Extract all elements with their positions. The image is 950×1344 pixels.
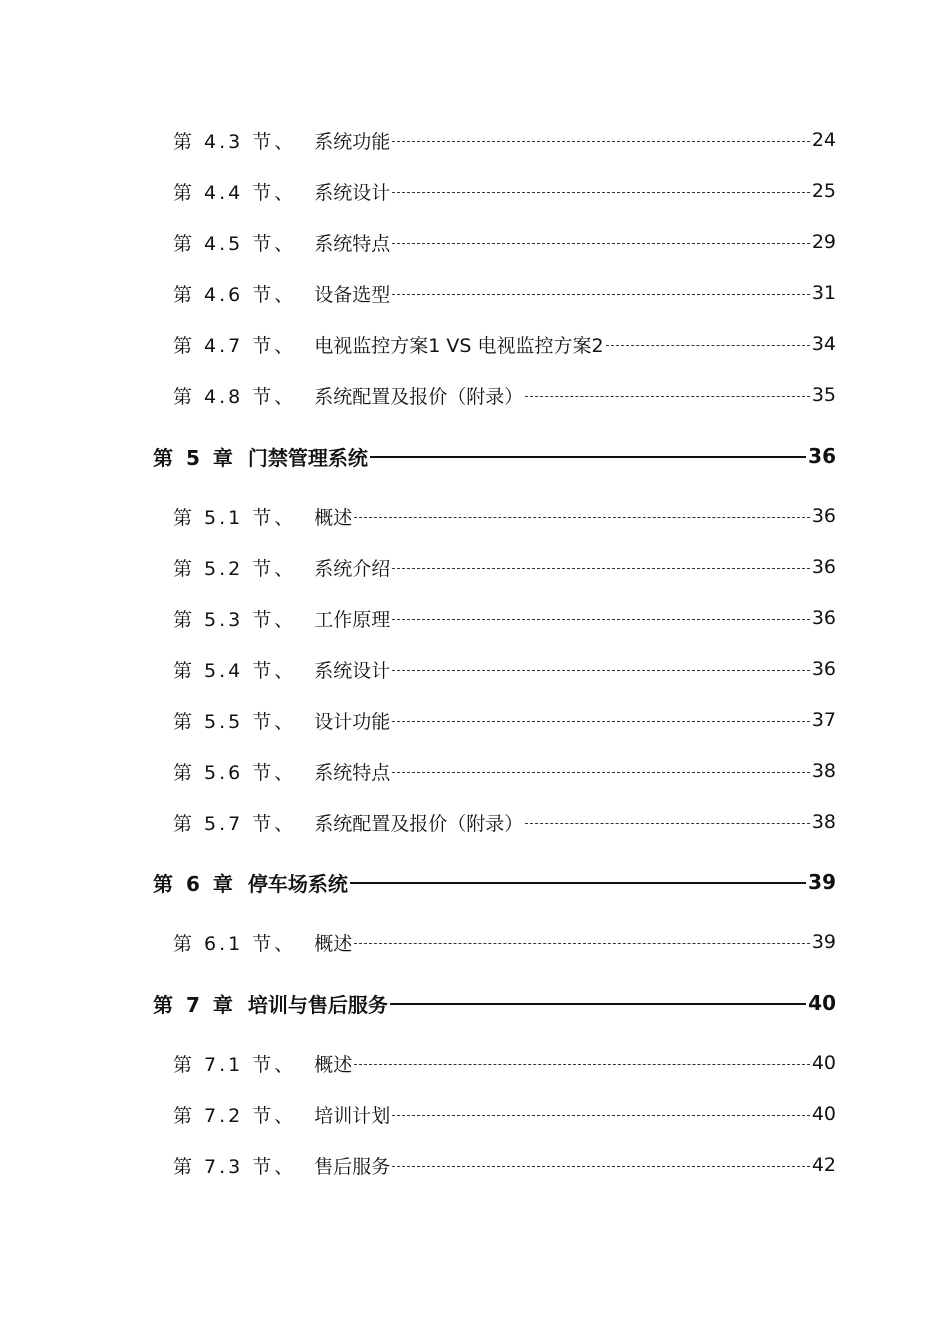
toc-section-number: 第 5.3 节、 xyxy=(173,608,297,631)
toc-dot-leader xyxy=(392,670,810,671)
toc-page-number: 40 xyxy=(808,991,836,1015)
toc-section-number: 第 7.3 节、 xyxy=(173,1155,297,1178)
toc-page-number: 35 xyxy=(811,384,836,406)
toc-entry-6-1[interactable] xyxy=(173,925,836,959)
toc-entry-4-6[interactable] xyxy=(173,276,836,310)
toc-dot-leader xyxy=(525,396,810,397)
toc-entry-7-3[interactable] xyxy=(173,1148,836,1182)
toc-page-number: 25 xyxy=(811,180,836,202)
toc-section-title: 设计功能 xyxy=(314,710,391,733)
toc-chapter-7[interactable] xyxy=(153,986,836,1020)
toc-section-title: 概述 xyxy=(314,1053,353,1076)
toc-dot-leader xyxy=(392,1166,810,1167)
toc-dot-leader xyxy=(392,243,810,244)
toc-page-number: 42 xyxy=(811,1154,836,1176)
toc-section-number: 第 4.8 节、 xyxy=(173,385,297,408)
toc-entry-5-4[interactable] xyxy=(173,652,836,686)
toc-dot-leader xyxy=(392,772,810,773)
toc-section-title: 电视监控方案1 VS 电视监控方案2 xyxy=(314,334,604,357)
toc-page-number: 24 xyxy=(811,129,836,151)
toc-dot-leader xyxy=(354,517,810,518)
toc-page-number: 29 xyxy=(811,231,836,253)
toc-section-title: 系统配置及报价（附录） xyxy=(314,385,524,408)
toc-chapter-number: 第 7 章 xyxy=(153,992,236,1017)
toc-dot-leader xyxy=(392,568,810,569)
toc-dot-leader xyxy=(354,943,810,944)
toc-section-title: 系统功能 xyxy=(314,130,391,153)
toc-section-number: 第 5.5 节、 xyxy=(173,710,297,733)
toc-page-number: 36 xyxy=(811,556,836,578)
toc-section-number: 第 5.4 节、 xyxy=(173,659,297,682)
toc-chapter-title: 停车场系统 xyxy=(247,871,348,896)
toc-dot-leader xyxy=(392,141,810,142)
toc-dot-leader xyxy=(392,1115,810,1116)
toc-section-number: 第 5.1 节、 xyxy=(173,506,297,529)
toc-section-number: 第 7.1 节、 xyxy=(173,1053,297,1076)
toc-section-number: 第 5.7 节、 xyxy=(173,812,297,835)
toc-entry-4-3[interactable] xyxy=(173,123,836,157)
toc-entry-5-7[interactable] xyxy=(173,805,836,839)
toc-entry-4-5[interactable] xyxy=(173,225,836,259)
toc-leader-line xyxy=(370,456,806,458)
toc-page-number: 39 xyxy=(811,931,836,953)
toc-dot-leader xyxy=(354,1064,810,1065)
toc-section-title: 系统介绍 xyxy=(314,557,391,580)
toc-leader-line xyxy=(350,882,806,884)
toc-section-number: 第 4.7 节、 xyxy=(173,334,297,357)
toc-dot-leader xyxy=(392,619,810,620)
toc-page-number: 36 xyxy=(811,607,836,629)
toc-section-title: 系统特点 xyxy=(314,761,391,784)
toc-section-number: 第 6.1 节、 xyxy=(173,932,297,955)
toc-entry-7-2[interactable] xyxy=(173,1097,836,1131)
toc-section-number: 第 4.3 节、 xyxy=(173,130,297,153)
toc-page-number: 31 xyxy=(811,282,836,304)
toc-page-number: 37 xyxy=(811,709,836,731)
toc-chapter-title: 门禁管理系统 xyxy=(247,445,368,470)
toc-section-number: 第 7.2 节、 xyxy=(173,1104,297,1127)
toc-page-number: 38 xyxy=(811,760,836,782)
toc-dot-leader xyxy=(392,294,810,295)
toc-leader-line xyxy=(390,1003,806,1005)
toc-section-number: 第 4.5 节、 xyxy=(173,232,297,255)
toc-section-number: 第 4.6 节、 xyxy=(173,283,297,306)
toc-page-number: 38 xyxy=(811,811,836,833)
toc-section-title: 设备选型 xyxy=(314,283,391,306)
toc-page-number: 36 xyxy=(808,444,836,468)
toc-dot-leader xyxy=(606,345,810,346)
toc-page-number: 40 xyxy=(811,1052,836,1074)
toc-chapter-number: 第 6 章 xyxy=(153,871,236,896)
toc-page-number: 34 xyxy=(811,333,836,355)
toc-dot-leader xyxy=(392,721,810,722)
toc-entry-4-7[interactable] xyxy=(173,327,836,361)
toc-section-title: 培训计划 xyxy=(314,1104,391,1127)
toc-entry-5-6[interactable] xyxy=(173,754,836,788)
toc-page-number: 36 xyxy=(811,658,836,680)
toc-page-number: 36 xyxy=(811,505,836,527)
toc-entry-5-2[interactable] xyxy=(173,550,836,584)
toc-chapter-5[interactable] xyxy=(153,439,836,473)
toc-section-title: 系统设计 xyxy=(314,659,391,682)
toc-section-number: 第 5.6 节、 xyxy=(173,761,297,784)
toc-section-title: 售后服务 xyxy=(314,1155,391,1178)
toc-entry-4-4[interactable] xyxy=(173,174,836,208)
toc-section-number: 第 4.4 节、 xyxy=(173,181,297,204)
toc-entry-5-3[interactable] xyxy=(173,601,836,635)
toc-entry-4-8[interactable] xyxy=(173,378,836,412)
toc-section-title: 系统特点 xyxy=(314,232,391,255)
toc-entry-5-1[interactable] xyxy=(173,499,836,533)
toc-section-title: 概述 xyxy=(314,506,353,529)
toc-section-title: 系统设计 xyxy=(314,181,391,204)
toc-section-number: 第 5.2 节、 xyxy=(173,557,297,580)
toc-section-title: 工作原理 xyxy=(314,608,391,631)
toc-chapter-number: 第 5 章 xyxy=(153,445,236,470)
toc-dot-leader xyxy=(525,823,810,824)
toc-entry-7-1[interactable] xyxy=(173,1046,836,1080)
toc-dot-leader xyxy=(392,192,810,193)
toc-section-title: 概述 xyxy=(314,932,353,955)
toc-section-title: 系统配置及报价（附录） xyxy=(314,812,524,835)
toc-page-number: 40 xyxy=(811,1103,836,1125)
toc-page-number: 39 xyxy=(808,870,836,894)
toc-chapter-title: 培训与售后服务 xyxy=(247,992,388,1017)
toc-entry-5-5[interactable] xyxy=(173,703,836,737)
toc-chapter-6[interactable] xyxy=(153,865,836,899)
